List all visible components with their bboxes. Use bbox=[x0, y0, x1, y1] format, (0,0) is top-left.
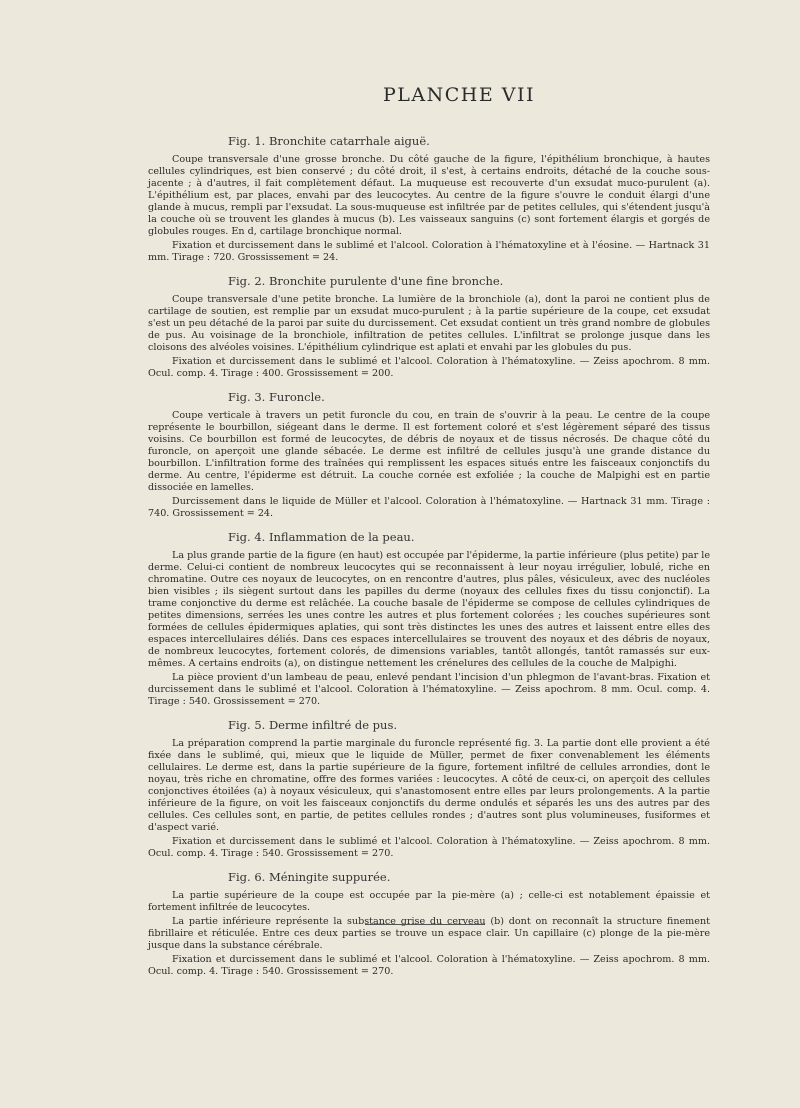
figure-2-section bbox=[148, 274, 710, 380]
figure-heading: Fig. 3. Furoncle. bbox=[228, 390, 325, 404]
figure-3-section bbox=[148, 390, 710, 520]
figure-4-section bbox=[148, 530, 710, 708]
figure-description: Coupe transversale d'une grosse bronche. Du côté gauche de la figure, l'épithélium bronchique, à hautes cellules cylindriques, est bien conservé ; du côté droit, il s'est, à certains endroits, détaché de la couche sous-jacente ; à d'autres, il fait complètement défaut. La muqueuse est recouverte d'un exsudat muco-purulent (a). L'épithélium est, par places, envahi par des leucocytes. Au centre de la figure s'ouvre le conduit élargi d'une glande à mucus, rempli par l'exsudat. La sous-muqueuse est infiltrée par de petites cellules, qui s'étendent jusqu'à la couche où se trouvent les glandes à mucus (b). Les vaisseaux sanguins (c) sont fortement élargis et gorgés de globules rouges. En d, cartilage bronchique normal. bbox=[148, 154, 710, 237]
figure-description: La plus grande partie de la figure (en haut) est occupée par l'épiderme, la partie inférieure (plus petite) par le derme. Celui-ci contient de nombreux leucocytes qui se reconnaissent à leur noyau irrégulier, lobulé, riche en chromatine. Outre ces noyaux de leucocytes, on en rencontre d'autres, plus pâles, vésiculeux, avec des nucléoles bien visibles ; ils siègent surtout dans les papilles du derme (noyaux des cellules fixes du tissu conjonctif). La trame conjonctive du derme est relâchée. La couche basale de l'épiderme se compose de cellules cylindriques de petites dimensions, serrées les unes contre les autres et plus fortement colorées ; les couches supérieures sont formées de cellules épidermiques aplaties, qui sont très distinctes les unes des autres et laissent entre elles des espaces intercellulaires déliés. Dans ces espaces intercellulaires se trouvent des noyaux et des débris de noyaux, de nombreux leucocytes, fortement colorés, de dimensions variables, tantôt allongés, tantôt ramassés sur eux-mêmes. A certains endroits (a), on distingue nettement les crénelures des cellules de la couche de Malpighi. bbox=[148, 550, 710, 669]
figure-technique: Fixation et durcissement dans le sublimé et l'alcool. Coloration à l'hématoxyline. — Zeiss apochrom. 8 mm. Ocul. comp. 4. Tirage : 540. Grossissement = 270. bbox=[148, 954, 710, 977]
figure-technique: Fixation et durcissement dans le sublimé et l'alcool. Coloration à l'hématoxyline et à l'éosine. — Hartnack 31 mm. Tirage : 720. Grossissement = 24. bbox=[148, 240, 710, 263]
closing-rule bbox=[365, 924, 485, 925]
figure-description: La partie supérieure de la coupe est occupée par la pie-mère (a) ; celle-ci est notablement épaissie et fortement infiltrée de leucocytes. bbox=[148, 890, 710, 913]
figure-1-section bbox=[148, 134, 710, 264]
figure-technique: Durcissement dans le liquide de Müller et l'alcool. Coloration à l'hématoxyline. — Hartnack 31 mm. Tirage : 740. Grossissement = 24. bbox=[148, 496, 710, 519]
figure-description: Coupe verticale à travers un petit furoncle du cou, en train de s'ouvrir à la peau. Le centre de la coupe représente le bourbillon, siégeant dans le derme. Il est fortement coloré et s'est légèrement séparé des tissus voisins. Ce bourbillon est formé de leucocytes, de débris de noyaux et de tissus nécrosés. De chaque côté du furoncle, on aperçoit une glande sébacée. Le derme est infiltré de cellules jusqu'à une grande distance du bourbillon. L'infiltration forme des traînées qui remplissent les espaces situés entre les faisceaux conjonctifs du derme. Au centre, l'épiderme est détruit. La couche cornée est exfoliée ; la couche de Malpighi est en partie dissociée en lamelles. bbox=[148, 410, 710, 493]
figure-heading: Fig. 1. Bronchite catarrhale aiguë. bbox=[228, 134, 430, 148]
figure-description: La partie inférieure représente la substance grise du cerveau (b) dont on reconnaît la structure finement fibrillaire et réticulée. Entre ces deux parties se trouve un espace clair. Un capillaire (c) plonge de la pie-mère jusque dans la substance cérébrale. bbox=[148, 916, 710, 951]
page-title: PLANCHE VII bbox=[383, 84, 535, 106]
figure-description: La préparation comprend la partie marginale du furoncle représenté fig. 3. La partie dont elle provient a été fixée dans le sublimé, qui, mieux que le liquide de Müller, permet de fixer convenablement les éléments cellulaires. Le derme est, dans la partie supérieure de la figure, fortement infiltré de cellules arrondies, dont le noyau, très riche en chromatine, offre des formes variées : leucocytes. A côté de ceux-ci, on aperçoit des cellules conjonctives étoilées (a) à noyaux vésiculeux, qui s'anastomosent entre elles par leurs prolongements. A la partie inférieure de la figure, on voit les faisceaux conjonctifs du derme ondulés et séparés les uns des autres par des cellules. Ces cellules sont, en partie, de petites cellules rondes ; d'autres sont plus volumineuses, fusiformes et d'aspect varié. bbox=[148, 738, 710, 833]
figure-heading: Fig. 5. Derme infiltré de pus. bbox=[228, 718, 398, 732]
figure-technique: Fixation et durcissement dans le sublimé et l'alcool. Coloration à l'hématoxyline. — Zeiss apochrom. 8 mm. Ocul. comp. 4. Tirage : 400. Grossissement = 200. bbox=[148, 356, 710, 379]
figure-heading: Fig. 2. Bronchite purulente d'une fine bronche. bbox=[228, 274, 504, 288]
figure-heading: Fig. 6. Méningite suppurée. bbox=[228, 870, 391, 884]
figure-5-section bbox=[148, 718, 710, 860]
figure-heading: Fig. 4. Inflammation de la peau. bbox=[228, 530, 415, 544]
figure-technique: La pièce provient d'un lambeau de peau, enlevé pendant l'incision d'un phlegmon de l'avant-bras. Fixation et durcissement dans le sublimé et l'alcool. Coloration à l'hématoxyline. — Zeiss apochrom. 8 mm. Ocul. comp. 4. Tirage : 540. Grossissement = 270. bbox=[148, 672, 710, 707]
figure-description: Coupe transversale d'une petite bronche. La lumière de la bronchiole (a), dont la paroi ne contient plus de cartilage de soutien, est remplie par un exsudat muco-purulent ; à la partie supérieure de la coupe, cet exsudat s'est un peu détaché de la paroi par suite du durcissement. Cet exsudat contient un très grand nombre de globules de pus. Au voisinage de la bronchiole, infiltration de petites cellules. L'infiltrat se prolonge jusque dans les cloisons des alvéoles voisines. L'épithélium cylindrique est aplati et envahi par les globules du pus. bbox=[148, 294, 710, 353]
figure-technique: Fixation et durcissement dans le sublimé et l'alcool. Coloration à l'hématoxyline. — Zeiss apochrom. 8 mm. Ocul. comp. 4. Tirage : 540. Grossissement = 270. bbox=[148, 836, 710, 859]
